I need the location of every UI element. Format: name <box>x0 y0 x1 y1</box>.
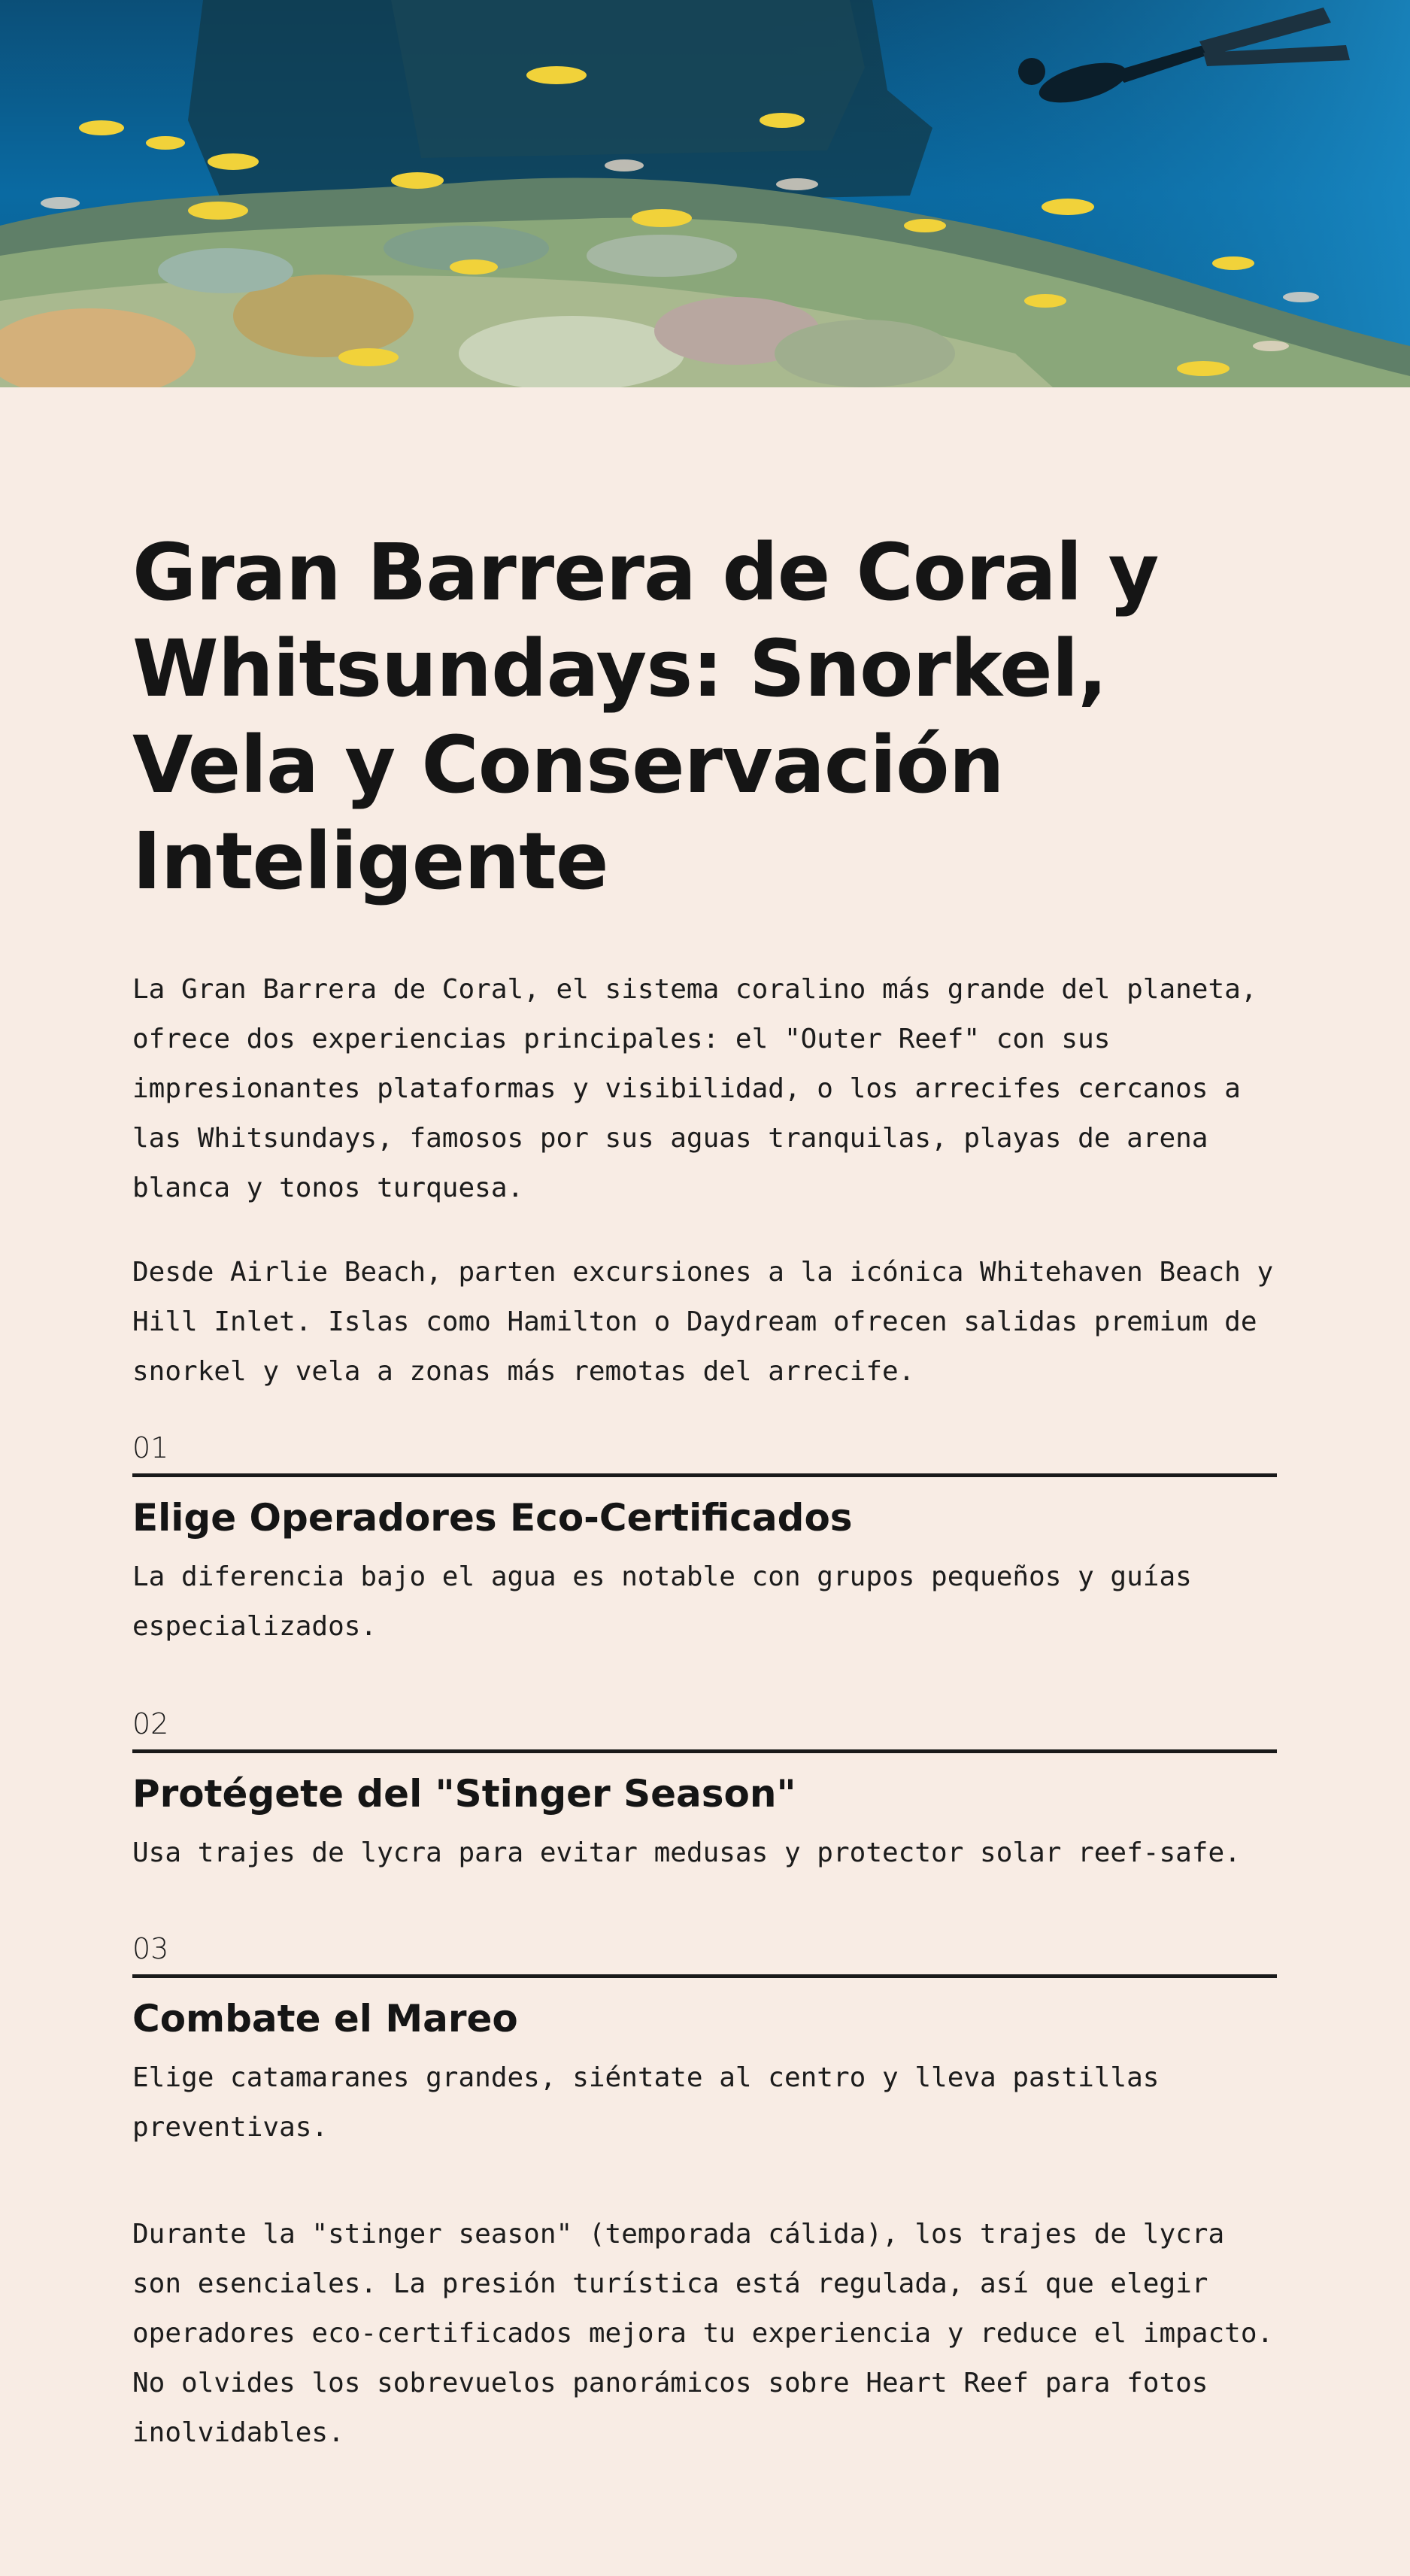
tip-number: 03 <box>132 1932 1277 1978</box>
hero-image <box>0 0 1410 387</box>
tip-item-2 <box>132 1707 1277 1878</box>
tip-text: Usa trajes de lycra para evitar medusas y protector solar reef-safe. <box>132 1837 1241 1868</box>
tip-item-1 <box>132 1431 1277 1652</box>
tip-title: Combate el Mareo <box>132 1997 518 2040</box>
tip-text: Elige catamaranes grandes, siéntate al centro y lleva pastillas preventivas. <box>132 2062 1160 2143</box>
tip-number: 01 <box>132 1431 1277 1477</box>
tip-text: La diferencia bajo el agua es notable con grupos pequeños y guías especializados. <box>132 1561 1192 1642</box>
reef-illustration <box>0 0 1410 387</box>
intro-paragraph-2: Desde Airlie Beach, parten excursiones a la icónica Whitehaven Beach y Hill Inlet. Islas como Hamilton o Daydream ofrecen salidas premium de snorkel y vela a zonas más remotas del arrecife. <box>132 1257 1274 1387</box>
tip-number: 02 <box>132 1707 1277 1753</box>
tip-item-3 <box>132 1932 1277 2153</box>
article-content <box>132 387 1277 2458</box>
tip-title: Elige Operadores Eco-Certificados <box>132 1496 853 1540</box>
closing-paragraph: Durante la "stinger season" (temporada cálida), los trajes de lycra son esenciales. La presión turística está regulada, así que elegir operadores eco-certificados mejora tu experiencia y reduce el impacto. No olvides los sobrevuelos panorámicos sobre Heart Reef para fotos inolvidables. <box>132 2219 1274 2448</box>
article-title: Gran Barrera de Coral y Whitsundays: Snorkel, Vela y Conservación Inteligente <box>132 526 1159 907</box>
tip-title: Protégete del "Stinger Season" <box>132 1772 796 1816</box>
intro-paragraph-1: La Gran Barrera de Coral, el sistema coralino más grande del planeta, ofrece dos experiencias principales: el "Outer Reef" con sus impresionantes plataformas y visibilidad, o los arrecifes cercanos a las Whitsundays, famosos por sus aguas tranquilas, playas de arena blanca y tonos turquesa. <box>132 974 1257 1203</box>
